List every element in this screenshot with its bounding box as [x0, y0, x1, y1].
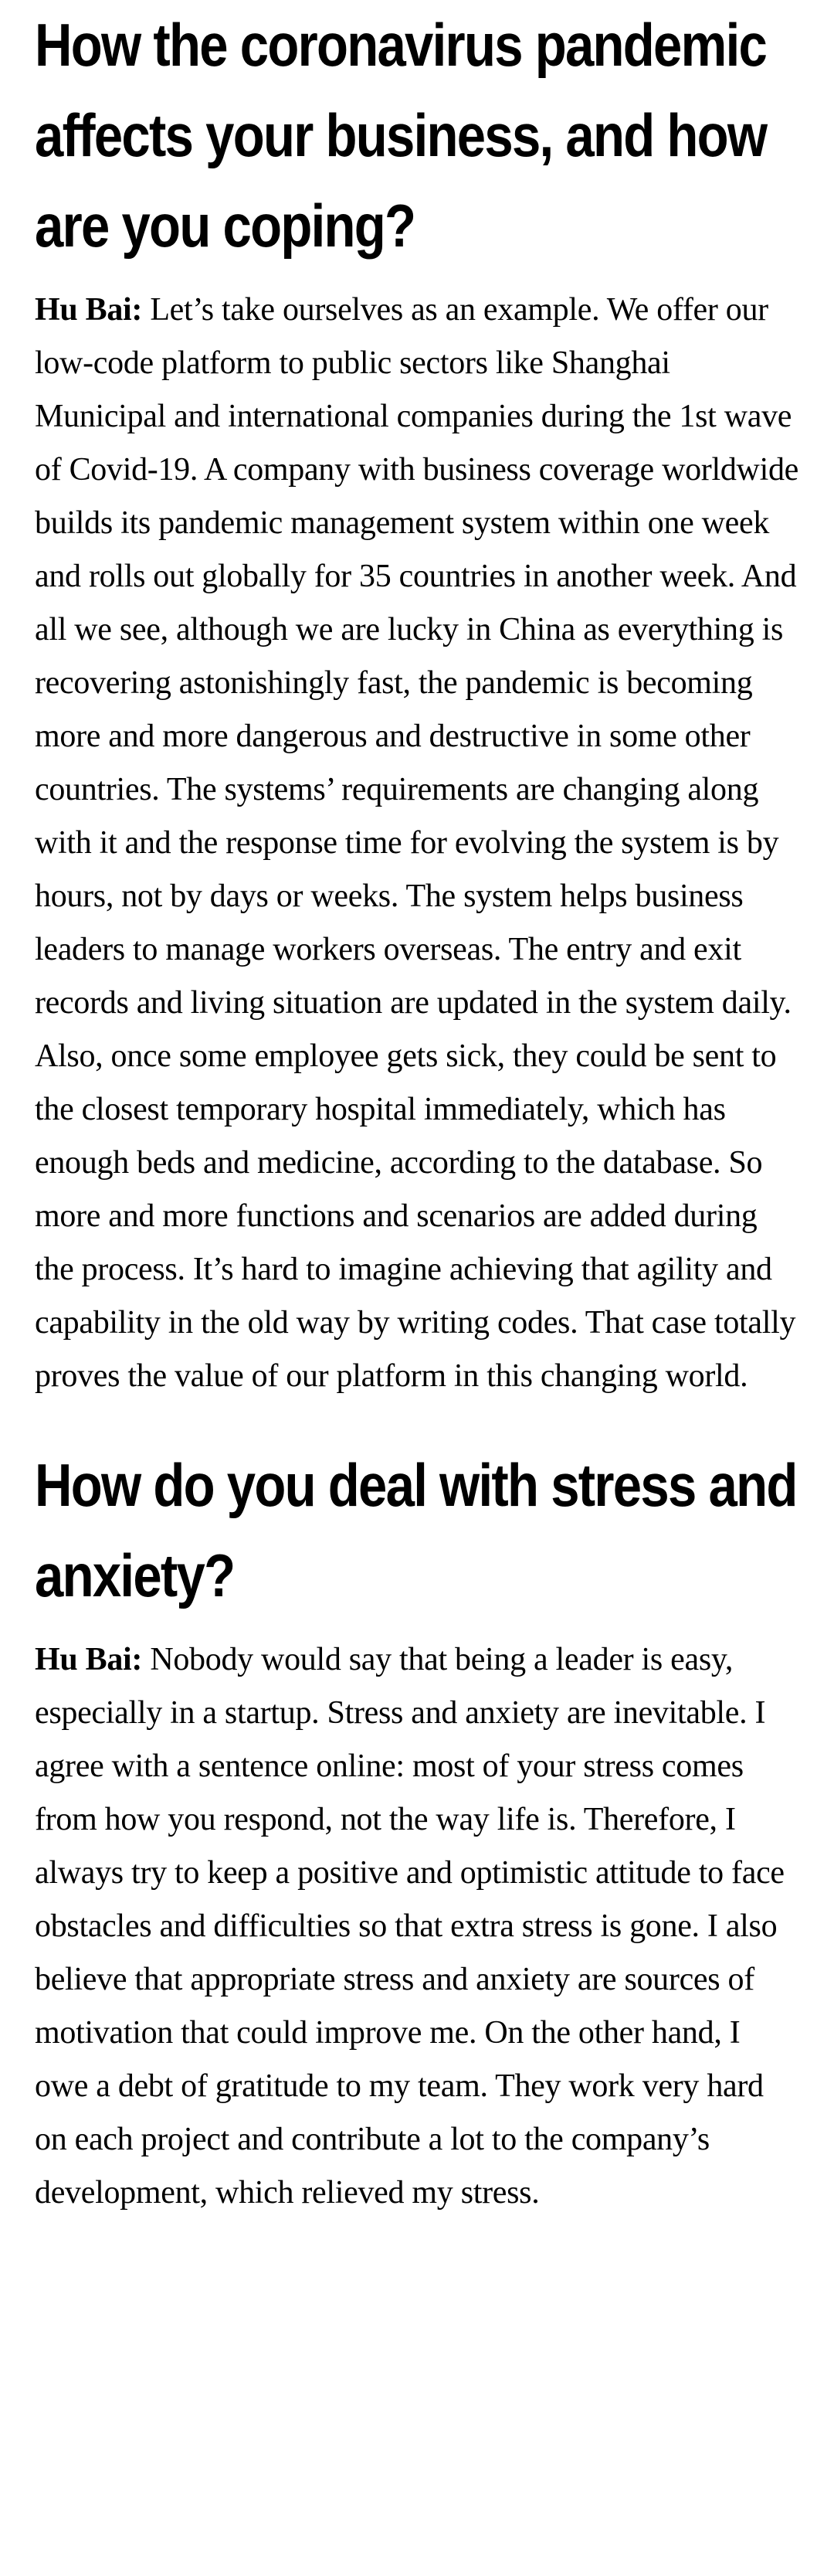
question-heading-1: [35, 0, 799, 271]
question-heading-2-line-2: anxiety?: [35, 1541, 235, 1609]
question-heading-1-line-3: are you coping?: [35, 192, 415, 260]
speaker-label-1: Hu Bai:: [35, 292, 143, 328]
question-heading-2: [35, 1440, 799, 1621]
answer-paragraph-1: [35, 284, 799, 1403]
answer-paragraph-2: [35, 1633, 799, 2220]
question-heading-1-line-1: How the coronavirus pandemic: [35, 11, 767, 79]
question-heading-1-line-2: affects your business, and how: [35, 101, 767, 169]
answer-text-1: Let’s take ourselves as an example. We offer our low-code platform to public sectors like Shanghai Municipal and international companies during the 1st wave of Covid-19. A company with business coverage worldwide builds its pandemic management system within one week and rolls out globally for 35 countries in another week. And all we see, although we are lucky in China as everything is recovering astonishingly fast, the pandemic is becoming more and more dangerous and destructive in some other countries. The systems’ requirements are changing along with it and the response time for evolving the system is by hours, not by days or weeks. The system helps business leaders to manage workers overseas. The entry and exit records and living situation are updated in the system daily. Also, once some employee gets sick, they could be sent to the closest temporary hospital immediately, which has enough beds and medicine, according to the database. So more and more functions and scenarios are added during the process. It’s hard to imagine achieving that agility and capability in the old way by writing codes. That case totally proves the value of our platform in this changing world.: [35, 292, 798, 1394]
answer-text-2: Nobody would say that being a leader is easy, especially in a startup. Stress and anxiety are inevitable. I agree with a sentence online: most of your stress comes from how you respond, not the way life is. Therefore, I always try to keep a positive and optimistic attitude to face obstacles and difficulties so that extra stress is gone. I also believe that appropriate stress and anxiety are sources of motivation that could improve me. On the other hand, I owe a debt of gratitude to my team. They work very hard on each project and contribute a lot to the company’s development, which relieved my stress.: [35, 1642, 785, 2211]
speaker-label-2: Hu Bai:: [35, 1642, 143, 1677]
question-heading-2-line-1: How do you deal with stress and: [35, 1451, 797, 1519]
